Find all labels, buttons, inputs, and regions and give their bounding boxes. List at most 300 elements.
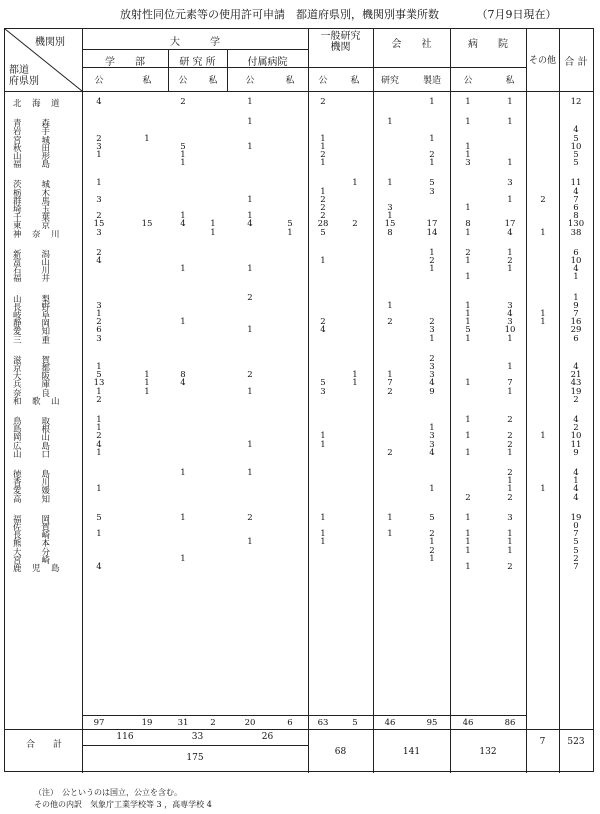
table-cell: 2 xyxy=(352,219,358,230)
table-cell: 0 xyxy=(573,521,579,531)
table-cell: 3 xyxy=(387,203,393,213)
table-cell: 5 xyxy=(429,178,435,189)
subheader-shi-11: 私 xyxy=(505,76,515,86)
table-cell: 1 xyxy=(247,117,253,128)
table-cell: 1 xyxy=(465,300,471,311)
table-cell: 4 xyxy=(180,378,186,389)
pref-label: 神 奈 川 xyxy=(13,229,61,240)
table-cell: 1 xyxy=(429,158,435,169)
table-cell: 1 xyxy=(96,447,102,458)
total-daigaku: 175 xyxy=(186,753,204,763)
pref-label: 埼 玉 xyxy=(13,205,52,215)
table-cell: 15 xyxy=(384,219,396,230)
table-cell: 1 xyxy=(429,537,435,548)
table-cell: 1 xyxy=(247,386,253,397)
table-cell: 1 xyxy=(352,370,358,381)
pref-label: 秋 田 xyxy=(13,143,52,154)
table-cell: 3 xyxy=(429,362,435,372)
total-byoin: 132 xyxy=(479,747,497,757)
pref-label: 愛 知 xyxy=(13,327,52,338)
table-cell: 1 xyxy=(352,178,358,189)
table-cell: 4 xyxy=(96,256,102,266)
table-cell: 1 xyxy=(507,529,513,540)
table-cell: 2 xyxy=(320,194,326,205)
table-cell: 2 xyxy=(429,317,435,328)
table-cell: 2 xyxy=(387,386,393,397)
table-cell: 4 xyxy=(573,264,579,275)
table-cell: 1 xyxy=(320,439,326,450)
table-cell: 1 xyxy=(465,333,471,344)
table-cell: 7 xyxy=(507,378,513,389)
table-cell: 3 xyxy=(320,386,326,397)
table-cell: 1 xyxy=(465,309,471,319)
table-cell: 1 xyxy=(507,484,513,495)
pref-label: 福 岡 xyxy=(13,514,52,525)
table-cell: 15 xyxy=(93,219,105,230)
table-cell: 1 xyxy=(429,333,435,344)
table-cell: 1 xyxy=(287,227,293,238)
table-cell: 3 xyxy=(429,431,435,442)
table-cell: 1 xyxy=(465,141,471,152)
pref-label: 熊 本 xyxy=(13,539,52,550)
table-cell: 2 xyxy=(96,133,102,144)
table-cell: 10 xyxy=(504,325,516,336)
table-cell: 1 xyxy=(96,309,102,319)
table-cell: 1 xyxy=(465,150,471,160)
table-cell: 3 xyxy=(429,370,435,381)
table-cell: 2 xyxy=(507,431,513,442)
table-cell: 15 xyxy=(141,219,153,230)
pref-label: 鹿 児 島 xyxy=(13,564,61,574)
table-cell: 2 xyxy=(429,529,435,540)
table-cell: 2 xyxy=(96,394,102,405)
table-cell: 3 xyxy=(429,439,435,450)
table-cell: 1 xyxy=(507,247,513,258)
pref-label: 山 形 xyxy=(13,152,52,162)
table-cell: 4 xyxy=(320,325,326,336)
table-cell: 16 xyxy=(570,317,582,328)
table-cell: 17 xyxy=(504,219,516,230)
table-cell: 1 xyxy=(180,211,186,222)
table-cell: 3 xyxy=(96,300,102,311)
table-cell: 1 xyxy=(465,378,471,389)
title-date: （7月9日現在） xyxy=(476,8,557,21)
subtotal-cell: 2 xyxy=(210,718,216,728)
table-cell: 1 xyxy=(540,309,546,319)
table-cell: 1 xyxy=(387,211,393,222)
table-cell: 38 xyxy=(570,227,582,238)
table-cell: 1 xyxy=(247,97,253,107)
table-cell: 2 xyxy=(429,545,435,556)
table-cell: 1 xyxy=(180,512,186,523)
pref-label: 和 歌 山 xyxy=(13,396,61,407)
pref-label: 徳 島 xyxy=(13,470,52,480)
header-ippan: 一般研究 機関 xyxy=(320,31,361,53)
header-gakubu: 学 部 xyxy=(105,57,145,68)
table-cell: 1 xyxy=(465,272,471,283)
pref-label: 鳥 取 xyxy=(13,417,52,427)
table-cell: 1 xyxy=(180,158,186,169)
table-cell: 1 xyxy=(573,272,579,283)
pref-label: 富 山 xyxy=(13,258,52,268)
table-cell: 1 xyxy=(180,150,186,160)
table-cell: 5 xyxy=(573,158,579,169)
header-byoin: 病 院 xyxy=(468,39,508,50)
pref-label: 京 都 xyxy=(13,364,52,374)
page-title xyxy=(120,6,590,22)
table-cell: 1 xyxy=(247,194,253,205)
table-cell: 1 xyxy=(210,227,216,238)
table-cell: 7 xyxy=(573,194,579,205)
table-cell: 1 xyxy=(507,537,513,548)
pref-label: 群 馬 xyxy=(13,196,52,207)
table-cell: 1 xyxy=(429,264,435,275)
table-cell: 1 xyxy=(429,553,435,564)
pref-label: 三 重 xyxy=(13,335,52,346)
table-cell: 1 xyxy=(507,158,513,169)
table-cell: 2 xyxy=(387,447,393,458)
subtotal-cell: 6 xyxy=(287,718,293,728)
table-cell: 2 xyxy=(507,415,513,425)
table-cell: 6 xyxy=(573,247,579,258)
table-cell: 1 xyxy=(180,553,186,564)
table-cell: 1 xyxy=(96,362,102,372)
table-cell: 1 xyxy=(320,537,326,548)
table-cell: 1 xyxy=(247,439,253,450)
title-main: 放射性同位元素等の使用許可申請 都道府県別，機関別事業所数 xyxy=(120,8,439,21)
table-cell: 1 xyxy=(507,97,513,107)
table-cell: 2 xyxy=(507,562,513,572)
table-cell: 2 xyxy=(573,553,579,564)
table-cell: 1 xyxy=(507,117,513,128)
table-cell: 2 xyxy=(507,439,513,450)
table-cell: 1 xyxy=(320,133,326,144)
pref-label: 長 野 xyxy=(13,302,52,313)
table-cell: 5 xyxy=(96,512,102,523)
table-cell: 4 xyxy=(96,97,102,107)
table-cell: 21 xyxy=(570,370,582,381)
table-cell: 1 xyxy=(465,317,471,328)
table-cell: 1 xyxy=(465,562,471,572)
pref-label: 北 海 道 xyxy=(13,99,61,109)
table-cell: 1 xyxy=(96,386,102,397)
pref-label: 宮 城 xyxy=(13,135,52,146)
table-cell: 2 xyxy=(320,317,326,328)
table-cell: 4 xyxy=(247,219,253,230)
table-cell: 1 xyxy=(387,512,393,523)
table-cell: 1 xyxy=(247,325,253,336)
table-cell: 11 xyxy=(570,439,582,450)
subheader-shi-3: 私 xyxy=(208,76,218,86)
table-cell: 1 xyxy=(429,97,435,107)
pref-label: 東 京 xyxy=(13,221,52,232)
table-cell: 2 xyxy=(387,317,393,328)
table-cell: 1 xyxy=(96,178,102,189)
table-cell: 1 xyxy=(507,362,513,372)
table-cell: 2 xyxy=(320,211,326,222)
pref-label: 千 葉 xyxy=(13,213,52,224)
table-cell: 5 xyxy=(573,150,579,160)
header-kenkyusho: 研 究 所 xyxy=(179,57,216,68)
table-cell: 1 xyxy=(387,117,393,128)
table-cell: 29 xyxy=(570,325,582,336)
table-cell: 1 xyxy=(180,468,186,478)
header-sonota: その他 xyxy=(528,56,556,66)
table-cell: 4 xyxy=(96,562,102,572)
table-cell: 6 xyxy=(96,325,102,336)
table-cell: 8 xyxy=(387,227,393,238)
subtotal-cell: 31 xyxy=(177,718,189,728)
table-cell: 1 xyxy=(96,150,102,160)
table-cell: 2 xyxy=(96,247,102,258)
subheader-shi-1: 私 xyxy=(142,76,152,86)
table-cell: 1 xyxy=(387,300,393,311)
table-cell: 2 xyxy=(320,203,326,213)
table-cell: 4 xyxy=(573,125,579,136)
table-cell: 4 xyxy=(96,439,102,450)
note-line-2: その他の内訳 気象庁工業学校等 3 ，高専学校 4 xyxy=(34,800,212,809)
table-cell: 19 xyxy=(570,386,582,397)
pref-label: 奈 良 xyxy=(13,388,52,399)
table-cell: 1 xyxy=(352,378,358,389)
table-cell: 5 xyxy=(180,141,186,152)
pref-label: 高 知 xyxy=(13,494,52,505)
table-cell: 4 xyxy=(573,468,579,478)
pref-label: 大 阪 xyxy=(13,372,52,383)
table-cell: 2 xyxy=(465,247,471,258)
table-cell: 1 xyxy=(540,484,546,495)
pref-label: 大 分 xyxy=(13,547,52,558)
table-cell: 3 xyxy=(507,178,513,189)
total-gakubu: 116 xyxy=(116,732,134,742)
table-cell: 2 xyxy=(180,97,186,107)
table-cell: 4 xyxy=(429,447,435,458)
table-cell: 1 xyxy=(320,158,326,169)
table-cell: 2 xyxy=(96,431,102,442)
table-cell: 1 xyxy=(465,256,471,266)
table-cell: 1 xyxy=(540,431,546,442)
table-cell: 13 xyxy=(93,378,105,389)
table-cell: 1 xyxy=(507,264,513,275)
table-cell: 1 xyxy=(247,537,253,548)
pref-label: 岐 阜 xyxy=(13,311,52,321)
table-cell: 1 xyxy=(96,484,102,495)
pref-label: 石 川 xyxy=(13,266,52,277)
table-cell: 4 xyxy=(429,378,435,389)
table-cell: 8 xyxy=(573,211,579,222)
header-gokei: 合 計 xyxy=(564,57,588,68)
subheader-seizo-9: 製造 xyxy=(422,76,441,86)
table-cell: 5 xyxy=(320,227,326,238)
table-cell: 2 xyxy=(96,211,102,222)
table-cell: 1 xyxy=(507,386,513,397)
pref-label: 山 口 xyxy=(13,449,52,460)
table-cell: 14 xyxy=(426,227,438,238)
table-cell: 9 xyxy=(573,447,579,458)
table-cell: 1 xyxy=(465,415,471,425)
table-cell: 1 xyxy=(96,423,102,434)
table-cell: 2 xyxy=(573,394,579,405)
table-cell: 2 xyxy=(429,353,435,364)
table-cell: 5 xyxy=(96,370,102,381)
table-cell: 1 xyxy=(507,194,513,205)
total-sonota: 7 xyxy=(539,737,546,747)
subheader-shi-5: 私 xyxy=(285,76,295,86)
table-cell: 5 xyxy=(320,378,326,389)
table-cell: 3 xyxy=(507,512,513,523)
header-fuzoku: 付属病院 xyxy=(247,57,288,68)
table-cell: 17 xyxy=(426,219,438,230)
table-cell: 1 xyxy=(573,476,579,487)
subtotal-cell: 19 xyxy=(141,718,153,728)
table-cell: 1 xyxy=(144,386,150,397)
table-cell: 2 xyxy=(320,97,326,107)
header-kaisha: 会 社 xyxy=(391,39,432,50)
table-cell: 1 xyxy=(465,431,471,442)
table-cell: 5 xyxy=(573,537,579,548)
table-cell: 1 xyxy=(96,415,102,425)
table-cell: 6 xyxy=(573,333,579,344)
table-cell: 1 xyxy=(210,219,216,230)
table-cell: 1 xyxy=(247,264,253,275)
table-cell: 3 xyxy=(96,227,102,238)
pref-label: 新 潟 xyxy=(13,249,52,260)
table-cell: 1 xyxy=(465,203,471,213)
subheader-ko-0: 公 xyxy=(94,76,104,86)
table-cell: 5 xyxy=(287,219,293,230)
table-cell: 130 xyxy=(567,219,585,230)
table-cell: 2 xyxy=(96,317,102,328)
table-cell: 1 xyxy=(247,141,253,152)
table-cell: 1 xyxy=(465,529,471,540)
table-cell: 1 xyxy=(144,133,150,144)
table-cell: 2 xyxy=(429,256,435,266)
table-cell: 1 xyxy=(540,317,546,328)
pref-label: 山 梨 xyxy=(13,294,52,305)
table-cell: 4 xyxy=(507,309,513,319)
table-cell: 1 xyxy=(387,529,393,540)
table-cell: 2 xyxy=(320,150,326,160)
subheader-shi-7: 私 xyxy=(350,76,360,86)
subtotal-cell: 63 xyxy=(317,718,329,728)
table-cell: 3 xyxy=(465,158,471,169)
pref-label: 滋 賀 xyxy=(13,355,52,366)
table-cell: 8 xyxy=(465,219,471,230)
table-cell: 1 xyxy=(320,186,326,197)
table-cell: 2 xyxy=(573,423,579,434)
footnotes xyxy=(34,787,212,811)
pref-label: 兵 庫 xyxy=(13,380,52,391)
table-cell: 1 xyxy=(320,512,326,523)
subheader-ko-2: 公 xyxy=(178,76,188,86)
table-cell: 1 xyxy=(465,545,471,556)
table-cell: 1 xyxy=(429,484,435,495)
table-cell: 4 xyxy=(573,415,579,425)
table-cell: 2 xyxy=(247,512,253,523)
table-cell: 1 xyxy=(507,476,513,487)
pref-label: 愛 媛 xyxy=(13,486,52,497)
subheader-kenkyu-8: 研究 xyxy=(380,76,399,86)
table-cell: 1 xyxy=(387,370,393,381)
table-cell: 1 xyxy=(247,468,253,478)
pref-label: 岩 手 xyxy=(13,127,52,138)
table-cell: 5 xyxy=(573,545,579,556)
pref-label: 佐 賀 xyxy=(13,523,52,533)
pref-label: 香 川 xyxy=(13,478,52,489)
table-cell: 5 xyxy=(573,133,579,144)
note-line-1: （注） 公というのは国立，公立を含む。 xyxy=(34,788,182,797)
table-cell: 1 xyxy=(429,247,435,258)
table-cell: 6 xyxy=(573,203,579,213)
table-cell: 1 xyxy=(144,378,150,389)
table-cell: 1 xyxy=(320,256,326,266)
pref-label: 茨 城 xyxy=(13,180,52,191)
pref-label: 栃 木 xyxy=(13,188,52,199)
table-cell: 2 xyxy=(507,256,513,266)
table-cell: 7 xyxy=(573,529,579,540)
subheader-ko-4: 公 xyxy=(245,76,255,86)
total-label: 合 計 xyxy=(25,740,62,750)
table-cell: 1 xyxy=(247,211,253,222)
table-cell: 2 xyxy=(507,492,513,503)
table-cell: 1 xyxy=(540,227,546,238)
table-cell: 9 xyxy=(429,386,435,397)
table-cell: 2 xyxy=(507,468,513,478)
table-cell: 4 xyxy=(573,362,579,372)
pref-label: 岡 山 xyxy=(13,433,52,444)
statistics-table xyxy=(4,28,594,772)
table-cell: 5 xyxy=(465,325,471,336)
subtotal-cell: 97 xyxy=(93,718,105,728)
table-cell: 1 xyxy=(96,529,102,540)
table-cell: 9 xyxy=(573,300,579,311)
table-cell: 1 xyxy=(180,264,186,275)
table-cell: 4 xyxy=(507,227,513,238)
table-cell: 2 xyxy=(247,370,253,381)
table-cell: 7 xyxy=(387,378,393,389)
table-cell: 1 xyxy=(465,97,471,107)
subtotal-cell: 86 xyxy=(504,718,516,728)
table-cell: 3 xyxy=(429,325,435,336)
pref-label: 宮 崎 xyxy=(13,555,52,566)
table-cell: 2 xyxy=(247,292,253,303)
subtotal-cell: 5 xyxy=(352,718,358,728)
table-cell: 11 xyxy=(570,178,582,189)
table-cell: 1 xyxy=(465,537,471,548)
table-cell: 4 xyxy=(573,484,579,495)
table-cell: 1 xyxy=(429,133,435,144)
pref-label: 青 森 xyxy=(13,119,52,130)
table-cell: 28 xyxy=(317,219,329,230)
subtotal-cell: 20 xyxy=(244,718,256,728)
table-cell: 7 xyxy=(573,309,579,319)
table-cell: 1 xyxy=(507,447,513,458)
subtotal-cell: 46 xyxy=(462,718,474,728)
table-cell: 3 xyxy=(96,333,102,344)
table-cell: 10 xyxy=(570,431,582,442)
table-cell: 3 xyxy=(507,317,513,328)
table-cell: 1 xyxy=(180,317,186,328)
table-cell: 1 xyxy=(320,141,326,152)
pref-label: 静 岡 xyxy=(13,319,52,330)
table-cell: 4 xyxy=(573,492,579,503)
table-cell: 1 xyxy=(144,370,150,381)
table-cell: 43 xyxy=(570,378,582,389)
pref-label: 福 島 xyxy=(13,160,52,171)
table-cell: 1 xyxy=(507,545,513,556)
table-cell: 1 xyxy=(320,529,326,540)
table-cell: 1 xyxy=(465,512,471,523)
